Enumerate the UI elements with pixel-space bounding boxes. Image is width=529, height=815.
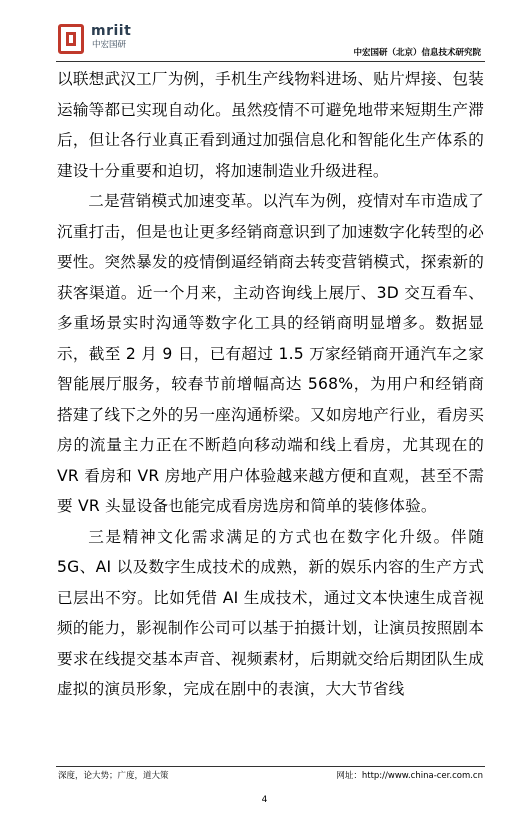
footer-divider [56, 766, 485, 767]
document-body [57, 64, 484, 705]
paragraph-3: 三是精神文化需求满足的方式也在数字化升级。伴随 5G、AI 以及数字生成技术的成熟，新的娱乐内容的生产方式已层出不穷。比如凭借 AI 生成技术，通过文本快速生成音视频的能力，影视制作公司可以基于拍摄计划，让演员按照剧本要求在线提交基本声音、视频素材，后期就交给后期团队生成虚拟的演员形象，完成在剧中的表演，大大节省线 [57, 527, 484, 698]
brand-name-en: mriit [91, 23, 132, 39]
paragraph-2: 二是营销模式加速变革。以汽车为例，疫情对车市造成了沉重打击，但是也让更多经销商意识到了加速数字化转型的必要性。突然暴发的疫情倒逼经销商去转变营销模式，探索新的获客渠道。近一个月来，主动咨询线上展厅、3D 交互看车、多重场景实时沟通等数字化工具的经销商明显增多。数据显示，截至 2 月 9 日，已有超过 1.5 万家经销商开通汽车之家智能展厅服务，较春节前增幅高达 568%，为用户和经销商搭建了线下之外的另一座沟通桥梁。又如房地产行业，看房买房的流量主力正在不断趋向移动端和线上看房，尤其现在的 VR 看房和 VR 房地产用户体验越来越方便和直观，甚至不需要 VR 头显设备也能完成看房选房和简单的装修体验。 [57, 192, 484, 515]
footer-slogan: 深度，论大势；广度，道大策 [58, 771, 169, 781]
institute-name: 中宏国研（北京）信息技术研究院 [353, 48, 481, 58]
paragraph-1: 以联想武汉工厂为例，手机生产线物料进场、贴片焊接、包装运输等都已实现自动化。虽然疫情不可避免地带来短期生产滞后，但让各行业真正看到通过加强信息化和智能化生产体系的建设十分重要和迫切，将加速制造业升级进程。 [57, 70, 484, 180]
page-header [0, 0, 529, 62]
header-divider [56, 61, 485, 62]
brand-name-cn: 中宏国研 [92, 40, 127, 50]
mriit-logo-icon [58, 24, 84, 54]
page-number: 4 [261, 795, 268, 805]
footer-website: 网址：http://www.china-cer.com.cn [336, 771, 483, 781]
